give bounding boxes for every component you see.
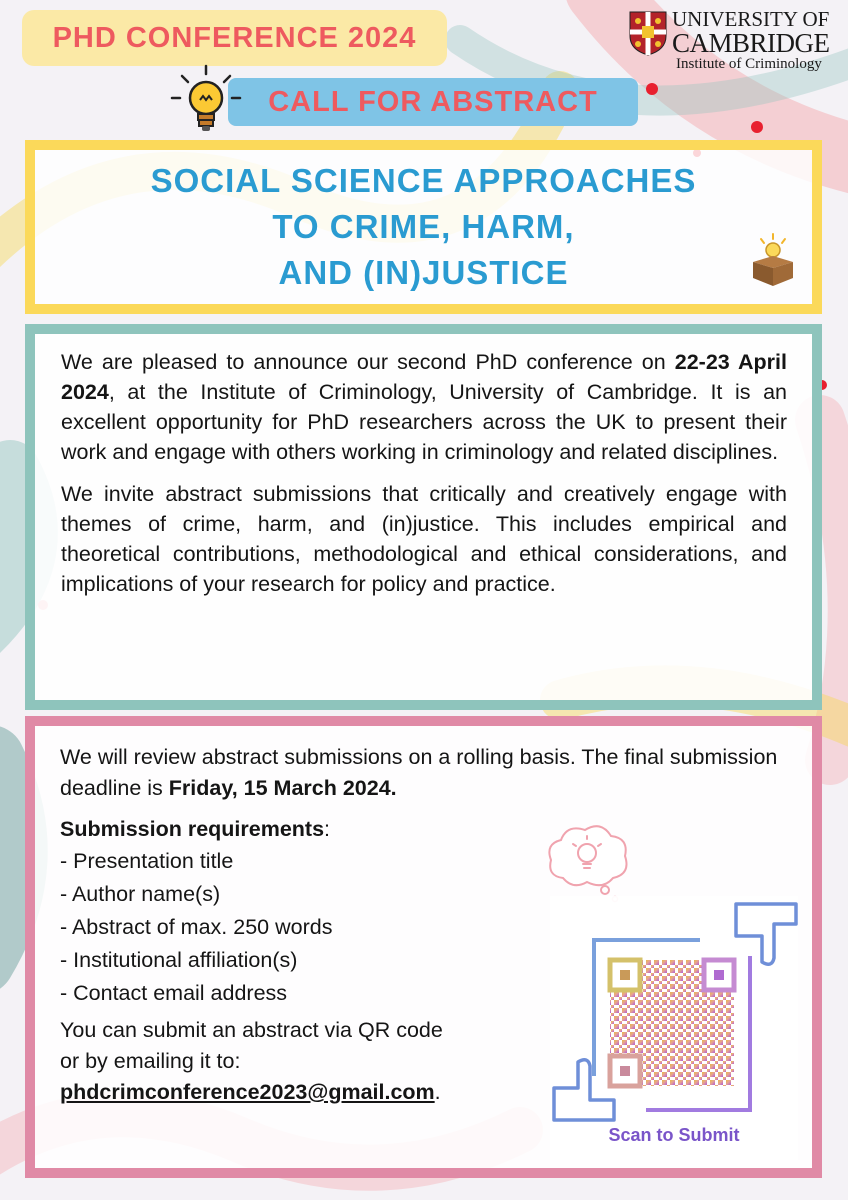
call-for-abstract-badge: CALL FOR ABSTRACT [228,78,638,126]
lightbulb-icon [168,64,244,140]
contact-line-1: You can submit an abstract via QR code [60,1018,443,1042]
conference-date: 22-23 April 2024 [61,350,787,404]
contact-line-2: or by emailing it to: [60,1049,241,1073]
title-panel [25,140,822,314]
qr-caption: Scan to Submit [608,1125,740,1145]
email-link[interactable]: phdcrimconference2023@gmail.com [60,1080,435,1104]
list-item: - Institutional affiliation(s) [60,948,298,972]
thought-bubble-icon [543,820,633,904]
cambridge-shield-icon [628,10,668,56]
conference-badge: PHD CONFERENCE 2024 [22,10,447,66]
requirements-heading [60,814,792,845]
cambridge-logo [628,8,838,72]
intro-panel [25,324,822,710]
email-suffix: . [434,1080,441,1104]
logo-institute: Institute of Criminology [676,56,822,72]
deadline-date: Friday, 15 March 2024. [168,776,397,800]
list-item: - Presentation title [60,849,234,873]
idea-box-icon [748,232,798,288]
intro-paragraph-1 [61,347,787,467]
qr-code[interactable] [550,896,798,1160]
intro-paragraph-2: We invite abstract submissions that critically and creatively engage with themes of crime, harm, and (in)justice. This includes empirical and theoretical contributions, methodological and ethical considerations, and implications of your research for policy and practice. [61,482,787,596]
deadline-paragraph [60,742,795,804]
deadline-text: We will review abstract submissions on a rolling basis. The final submission deadline is [60,745,778,800]
title-line-3: AND (IN)JUSTICE [278,254,569,291]
logo-university-of: UNIVERSITY OF [672,7,830,31]
logo-cambridge: CAMBRIDGE [672,28,830,58]
intro-p1-after: , at the Institute of Criminology, University of Cambridge. It is an excellent opportunity for PhD researchers across the UK to present their work and engage with others working in criminology and related disciplines. [61,380,787,464]
list-item: - Author name(s) [60,882,221,906]
title-line-2: TO CRIME, HARM, [272,208,575,245]
requirements-title: Submission requirements [60,817,325,841]
list-item: - Abstract of max. 250 words [60,915,333,939]
requirements-colon: : [324,817,331,841]
title-line-1: SOCIAL SCIENCE APPROACHES [150,162,697,199]
list-item: - Contact email address [60,981,288,1005]
qr-card[interactable] [550,896,798,1160]
intro-p1-before: We are pleased to announce our second PhD conference on [61,350,666,374]
